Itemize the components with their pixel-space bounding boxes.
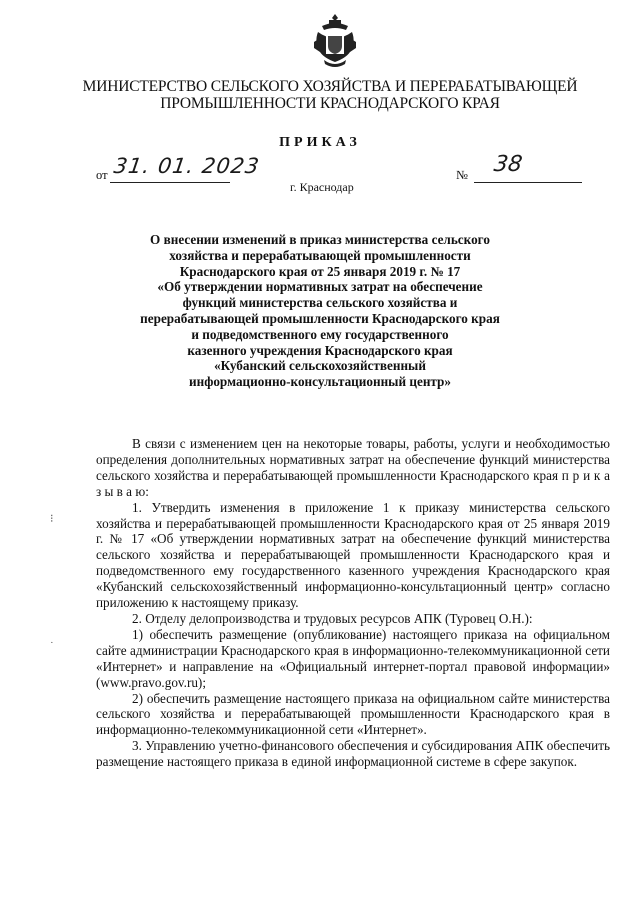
coat-of-arms-emblem: [312, 12, 358, 70]
subject-line: казенного учреждения Краснодарского края: [187, 342, 453, 358]
order-date: 31. 01. 2023: [112, 154, 262, 178]
order-number: 38: [492, 152, 524, 177]
subject-line: функций министерства сельского хозяйства и: [182, 295, 458, 311]
margin-mark: ˙: [50, 640, 54, 652]
body-paragraph: 2. Отделу делопроизводства и трудовых ресурсов АПК (Туровец О.Н.):: [132, 610, 533, 626]
city: г. Краснодар: [290, 180, 354, 194]
date-prefix: от: [96, 168, 108, 182]
subject-line: перерабатывающей промышленности Краснодарского края: [140, 310, 500, 326]
number-underline: [474, 182, 582, 183]
body-paragraph: 2) обеспечить размещение настоящего приказа на официальном сайте министерства сельского хозяйства и перерабатывающей промышленности Краснодарского края в информационно-телекоммуникационной сети «Интернет».: [96, 690, 610, 738]
subject-line: «Кубанский сельскохозяйственный: [214, 358, 426, 374]
number-sign: №: [456, 168, 468, 182]
order-title: ПРИКАЗ: [279, 135, 361, 150]
ministry-name-line2: ПРОМЫШЛЕННОСТИ КРАСНОДАРСКОГО КРАЯ: [160, 95, 500, 112]
order-body: [96, 436, 610, 770]
body-paragraph: 3. Управлению учетно-финансового обеспечения и субсидирования АПК обеспечить размещение настоящего приказа в единой информационной системе в сфере закупок.: [96, 738, 610, 770]
body-paragraph: 1. Утвердить изменения в приложение 1 к приказу министерства сельского хозяйства и перерабатывающей промышленности Краснодарского края от 25 января 2019 г. № 17 «Об утверждении нормативных затрат на обеспечение функций министерства сельского хозяйства и перерабатывающей промышленности Краснодарского края и подведомственного ему государственного казенного учреждения Краснодарского края «Кубанский сельскохозяйственный информационно-консультационный центр» согласно приложению к настоящему приказу.: [96, 499, 610, 611]
subject-line: информационно-консультационный центр»: [189, 374, 451, 390]
date-underline: [110, 182, 230, 183]
body-paragraph: В связи с изменением цен на некоторые товары, работы, услуги и необходимостью определения дополнительных нормативных затрат на обеспечение функций министерства сельского хозяйства и перерабатывающей промышленности Краснодарского края п р и к а з ы в а ю:: [96, 436, 610, 499]
subject-line: и подведомственного ему государственного: [191, 326, 449, 342]
subject-line: Краснодарского края от 25 января 2019 г. № 17: [179, 263, 461, 279]
subject-line: О внесении изменений в приказ министерства сельского: [150, 232, 490, 247]
order-subject: [140, 232, 500, 390]
subject-line: хозяйства и перерабатывающей промышленности: [169, 247, 471, 263]
ministry-name: [80, 78, 580, 112]
ministry-name-line1: МИНИСТЕРСТВО СЕЛЬСКОГО ХОЗЯЙСТВА И ПЕРЕРАБАТЫВАЮЩЕЙ: [82, 78, 578, 95]
subject-line: «Об утверждении нормативных затрат на обеспечение: [157, 279, 483, 295]
body-paragraph: 1) обеспечить размещение (опубликование) настоящего приказа на официальном сайте администрации Краснодарского края в информационно-телекоммуникационной сети «Интернет» и направление на «Официальный интернет-портал правовой информации» (www.pravo.gov.ru);: [96, 626, 610, 690]
margin-mark: ⁝: [50, 513, 54, 525]
